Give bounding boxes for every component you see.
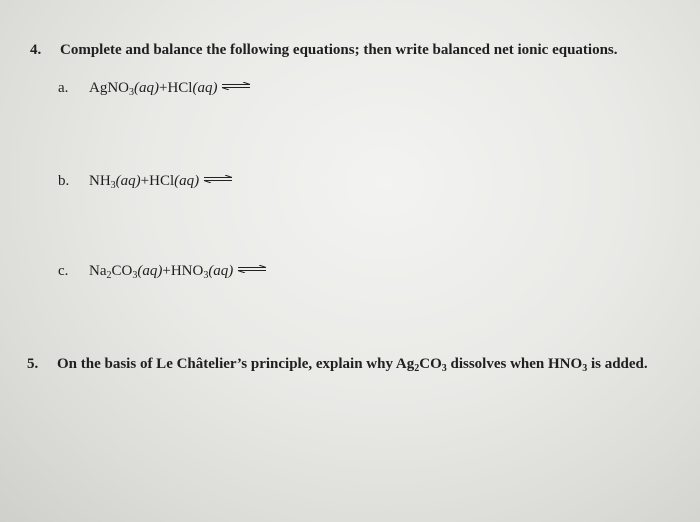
equation-b-reactant-1-subscript: 3 (110, 180, 116, 191)
question-4-text: Complete and balance the following equations; then write balanced net ionic equations. (60, 42, 618, 58)
equation-a-reactant-1-subscript: 3 (129, 87, 134, 98)
equation-a-reactant-2-state: (aq) (192, 80, 218, 96)
equilibrium-arrow-icon (237, 265, 267, 273)
question-5-subscript-c: 3 (582, 363, 588, 374)
equation-a-letter: a. (58, 80, 69, 96)
equation-c-expression (89, 263, 233, 279)
question-5-text (57, 356, 648, 372)
question-5-number: 5. (27, 356, 39, 372)
equation-b-reactant-1: NH (89, 173, 111, 189)
equation-a-reactant-1-state: (aq) (134, 80, 159, 96)
question-5 (27, 356, 648, 373)
question-4-number: 4. (30, 42, 42, 58)
equation-c-plus: + (162, 263, 171, 279)
question-5-subscript-a: 2 (414, 363, 420, 374)
equation-b-plus: + (140, 173, 150, 189)
equation-b-reactant-1-state: (aq) (115, 173, 141, 189)
equation-a (58, 80, 251, 97)
equation-c-letter: c. (58, 263, 69, 279)
equation-c-reactant-2-subscript: 3 (203, 270, 209, 281)
question-5-text-part-a: On the basis of Le Châtelier’s principle, explain why Ag (57, 356, 415, 372)
question-5-text-part-d: is added. (587, 356, 648, 372)
equation-b-expression (89, 173, 199, 189)
equation-c-reactant-2-state: (aq) (208, 263, 234, 279)
question-5-text-part-c: dissolves when HNO (446, 356, 583, 372)
equation-c (58, 263, 267, 280)
equation-c-reactant-1-prefix: Na (89, 263, 107, 279)
equation-c-reactant-2: HNO (170, 263, 204, 279)
equation-c-reactant-1: CO (111, 263, 133, 279)
equation-b (58, 173, 233, 190)
equilibrium-arrow-icon (203, 175, 233, 183)
equation-c-reactant-1-prefix-subscript: 2 (106, 270, 112, 281)
question-5-text-part-b: CO (419, 356, 442, 372)
equation-a-reactant-2: HCl (167, 80, 193, 96)
equation-b-letter: b. (58, 173, 70, 189)
equation-a-plus: + (159, 80, 168, 96)
equation-b-reactant-2: HCl (149, 173, 175, 189)
equation-a-reactant-1: AgNO (89, 80, 129, 96)
question-4 (30, 42, 618, 59)
equilibrium-arrow-icon (221, 82, 251, 90)
equation-c-reactant-1-state: (aq) (137, 263, 163, 279)
equation-a-expression (89, 80, 217, 96)
equation-b-reactant-2-state: (aq) (174, 173, 200, 189)
question-5-subscript-b: 3 (441, 363, 447, 374)
equation-c-reactant-1-subscript: 3 (132, 270, 138, 281)
